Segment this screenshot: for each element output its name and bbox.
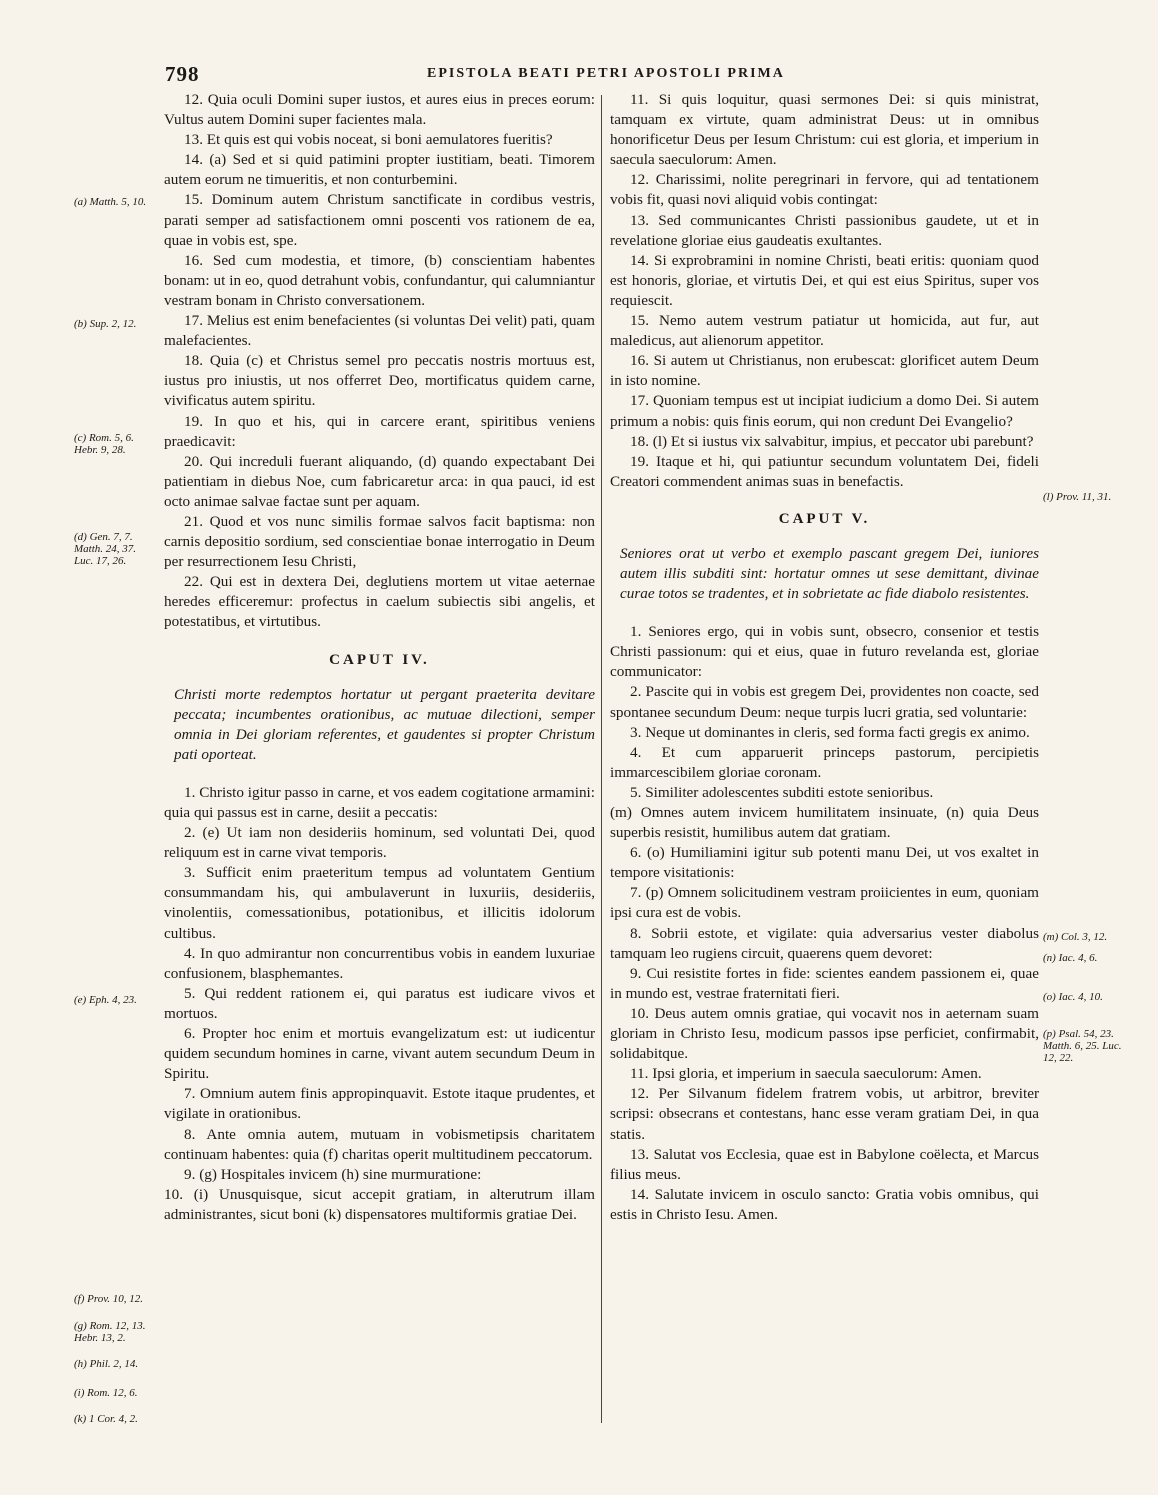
verse: 19. Itaque et hi, qui patiuntur secundum voluntatem Dei, fideli Creatori commendent animas suas in benefactis. <box>610 452 1039 490</box>
verse: 7. (p) Omnem solicitudinem vestram proiicientes in eum, quoniam ipsi cura est de vobis. <box>610 884 1039 922</box>
verse-continuation: 10. (i) Unusquisque, sicut accepit gratiam, in alterutrum illam administrantes, sicut boni (k) dispensatores multiformis gratiae Dei. <box>164 1185 595 1223</box>
chapter-summary: Christi morte redemptos hortatur ut pergant praeterita devitare peccata; incumbentes orationibus, ac mutuae dilectioni, semper omnia in Dei gloriam referentes, et gaudentes si propter Christum pati oporteat. <box>174 685 595 763</box>
verse: 10. Deus autem omnis gratiae, qui vocavit nos in aeternam suam gloriam in Christo Iesu, modicum passos ipse perficiet, confirmabit, solidabitque. <box>610 1004 1039 1063</box>
verse: 17. Quoniam tempus est ut incipiat iudicium a domo Dei. Si autem primum a nobis: quis finis eorum, qui non credunt Dei Evangelio? <box>610 392 1039 430</box>
verse: 12. Per Silvanum fidelem fratrem vobis, ut arbitror, breviter scripsi: obsecrans et contestans, hanc esse veram gratiam Dei, in qua statis. <box>610 1085 1039 1143</box>
verse: 16. Si autem ut Christianus, non erubescat: glorificet autem Deum in isto nomine. <box>610 352 1039 390</box>
verse: 12. Quia oculi Domini super iustos, et aures eius in preces eorum: Vultus autem Domini super facientes mala. <box>164 91 595 129</box>
verse: 7. Omnium autem finis appropinquavit. Estote itaque prudentes, et vigilate in orationibus. <box>164 1085 595 1123</box>
margin-note: (c) Rom. 5, 6. Hebr. 9, 28. <box>74 432 134 456</box>
verse: 5. Similiter adolescentes subditi estote senioribus. <box>630 783 934 801</box>
column-divider <box>601 95 602 1423</box>
verse: 15. Dominum autem Christum sanctificate in cordibus vestris, parati semper ad satisfactionem omni poscenti vos rationem de ea, quae in vobis est, spe. <box>164 191 595 249</box>
verse: 14. Salutate invicem in osculo sancto: Gratia vobis omnibus, qui estis in Christo Iesu. Amen. <box>610 1185 1039 1223</box>
margin-note: (e) Eph. 4, 23. <box>74 994 137 1006</box>
left-column <box>164 90 595 1225</box>
verse: 6. Propter hoc enim et mortuis evangelizatum est: ut iudicentur quidem secundum homines in carne, vivant autem secundum Deum in Spiritu. <box>164 1025 595 1083</box>
verse: 11. Si quis loquitur, quasi sermones Dei: si quis ministrat, tamquam ex virtute, quam administrat Deus: ut in omnibus honorificetur Deus per Iesum Christum: cui est gloria, et imperium in saecula saeculorum: Amen. <box>610 91 1039 169</box>
margin-note: (n) Iac. 4, 6. <box>1043 952 1098 964</box>
verse: 4. Et cum apparuerit princeps pastorum, percipietis immarcescibilem gloriae coronam. <box>610 743 1039 781</box>
verse: 18. Quia (c) et Christus semel pro peccatis nostris mortuus est, iustus pro iniustis, ut nos offerret Deo, mortificatus quidem carne, vivificatus autem spiritu. <box>164 352 595 410</box>
margin-note: (b) Sup. 2, 12. <box>74 318 137 330</box>
verse: 8. Sobrii estote, et vigilate: quia adversarius vester diabolus tamquam leo rugiens circuit, quaerens quem devoret: <box>610 924 1039 962</box>
verse: 2. (e) Ut iam non desideriis hominum, sed voluntati Dei, quod reliquum est in carne vivat temporis. <box>164 824 595 862</box>
verse: 9. Cui resistite fortes in fide: scientes eandem passionem ei, quae in mundo est, vestrae fraternitati fieri. <box>610 964 1039 1002</box>
verse: 13. Sed communicantes Christi passionibus gaudete, ut et in revelatione gloriae eius gaudeatis exultantes. <box>610 211 1039 249</box>
verse: 17. Melius est enim benefacientes (si voluntas Dei velit) pati, quam malefacientes. <box>164 312 595 350</box>
margin-note: (i) Rom. 12, 6. <box>74 1387 138 1399</box>
margin-note: (a) Matth. 5, 10. <box>74 196 147 208</box>
verse: 5. Qui reddent rationem ei, qui paratus est iudicare vivos et mortuos. <box>164 984 595 1022</box>
verse-continuation: (m) Omnes autem invicem humilitatem insinuate, (n) quia Deus superbis resistit, humilibus autem dat gratiam. <box>610 804 1039 842</box>
verse: 8. Ante omnia autem, mutuam in vobismetipsis charitatem continuam habentes: quia (f) charitas operit multitudinem peccatorum. <box>164 1125 595 1163</box>
page-header <box>165 62 1035 86</box>
verse: 9. (g) Hospitales invicem (h) sine murmuratione: <box>184 1165 482 1183</box>
verse: 18. (l) Et si iustus vix salvabitur, impius, et peccator ubi parebunt? <box>630 432 1034 450</box>
verse: 1. Christo igitur passo in carne, et vos eadem cogitatione armamini: quia qui passus est in carne, desiit a peccatis: <box>164 783 595 821</box>
verse: 20. Qui increduli fuerant aliquando, (d) quando expectabant Dei patientiam in diebus Noe, cum fabricaretur arca: in qua pauci, id est octo animae salvae factae sunt per aquam. <box>164 452 595 510</box>
margin-note: (k) 1 Cor. 4, 2. <box>74 1413 138 1425</box>
margin-note: (f) Prov. 10, 12. <box>74 1293 144 1305</box>
chapter-heading: CAPUT V. <box>778 510 871 527</box>
verse: 16. Sed cum modestia, et timore, (b) conscientiam habentes bonam: ut in eo, quod detrahunt vobis, confundantur, qui calumniantur vestram bonam in Christo conversationem. <box>164 251 595 309</box>
running-title: EPISTOLA BEATI PETRI APOSTOLI PRIMA <box>427 66 785 81</box>
verse: 13. Salutat vos Ecclesia, quae est in Babylone coëlecta, et Marcus filius meus. <box>610 1145 1039 1183</box>
verse: 2. Pascite qui in vobis est gregem Dei, providentes non coacte, sed spontanee secundum Deum: neque turpis lucri gratia, sed voluntarie: <box>610 683 1039 721</box>
verse: 15. Nemo autem vestrum patiatur ut homicida, aut fur, aut maledicus, aut alienorum appetitor. <box>610 312 1039 350</box>
verse: 1. Seniores ergo, qui in vobis sunt, obsecro, consenior et testis Christi passionum: qui et eius, quae in futuro revelanda est, gloriae communicator: <box>610 623 1039 681</box>
verse: 3. Sufficit enim praeteritum tempus ad voluntatem Gentium consummandam his, qui ambulaverunt in luxuriis, desideriis, vinolentiis, comessationibus, potationibus, et illicitis idolorum cultibus. <box>164 864 595 942</box>
margin-note: (o) Iac. 4, 10. <box>1043 991 1103 1003</box>
verse: 19. In quo et his, qui in carcere erant, spiritibus veniens praedicavit: <box>164 412 595 450</box>
margin-note: (g) Rom. 12, 13. Hebr. 13, 2. <box>74 1320 146 1344</box>
chapter-heading: CAPUT IV. <box>329 651 430 668</box>
margin-note: (m) Col. 3, 12. <box>1043 931 1108 943</box>
verse: 21. Quod et vos nunc similis formae salvos facit baptisma: non carnis depositio sordium, sed conscientiae bonae interrogatio in Deum per resurrectionem Iesu Christi, <box>164 512 595 571</box>
verse: 3. Neque ut dominantes in cleris, sed forma facti gregis ex animo. <box>630 723 1030 741</box>
page-number: 798 <box>165 62 200 86</box>
margin-note: (h) Phil. 2, 14. <box>74 1358 139 1370</box>
verse: 12. Charissimi, nolite peregrinari in fervore, qui ad tentationem vobis fit, quasi novi aliquid vobis contingat: <box>610 171 1039 209</box>
verse: 14. Si exprobramini in nomine Christi, beati eritis: quoniam quod est honoris, gloriae, et virtutis Dei, et qui est eius Spiritus, super vos requiescit. <box>610 251 1039 309</box>
verse: 13. Et quis est qui vobis noceat, si boni aemulatores fueritis? <box>184 131 553 149</box>
verse: 22. Qui est in dextera Dei, deglutiens mortem ut vitae aeternae heredes efficeremur: profectus in caelum subiectis sibi angelis, et potestatibus, et virtutibus. <box>164 573 595 631</box>
verse: 4. In quo admirantur non concurrentibus vobis in eandem luxuriae confusionem, blasphemantes. <box>164 944 595 982</box>
right-column <box>610 90 1039 1225</box>
verse: 6. (o) Humiliamini igitur sub potenti manu Dei, ut vos exaltet in tempore visitationis: <box>610 844 1039 882</box>
verse: 11. Ipsi gloria, et imperium in saecula saeculorum: Amen. <box>630 1065 982 1083</box>
chapter-summary: Seniores orat ut verbo et exemplo pascant gregem Dei, iuniores autem illis subditi sint: hortatur omnes ut sese demittant, divinae curae totos se tradentes, et in sobrietate ac fide diabolo resistentes. <box>620 544 1039 603</box>
verse: 14. (a) Sed et si quid patimini propter iustitiam, beati. Timorem autem eorum ne timueritis, et non conturbemini. <box>164 151 595 189</box>
margin-note: (l) Prov. 11, 31. <box>1043 491 1112 503</box>
margin-note: (p) Psal. 54, 23. Matth. 6, 25. Luc. 12, 22. <box>1043 1028 1122 1064</box>
margin-note: (d) Gen. 7, 7. Matth. 24, 37. Luc. 17, 26. <box>74 531 137 567</box>
